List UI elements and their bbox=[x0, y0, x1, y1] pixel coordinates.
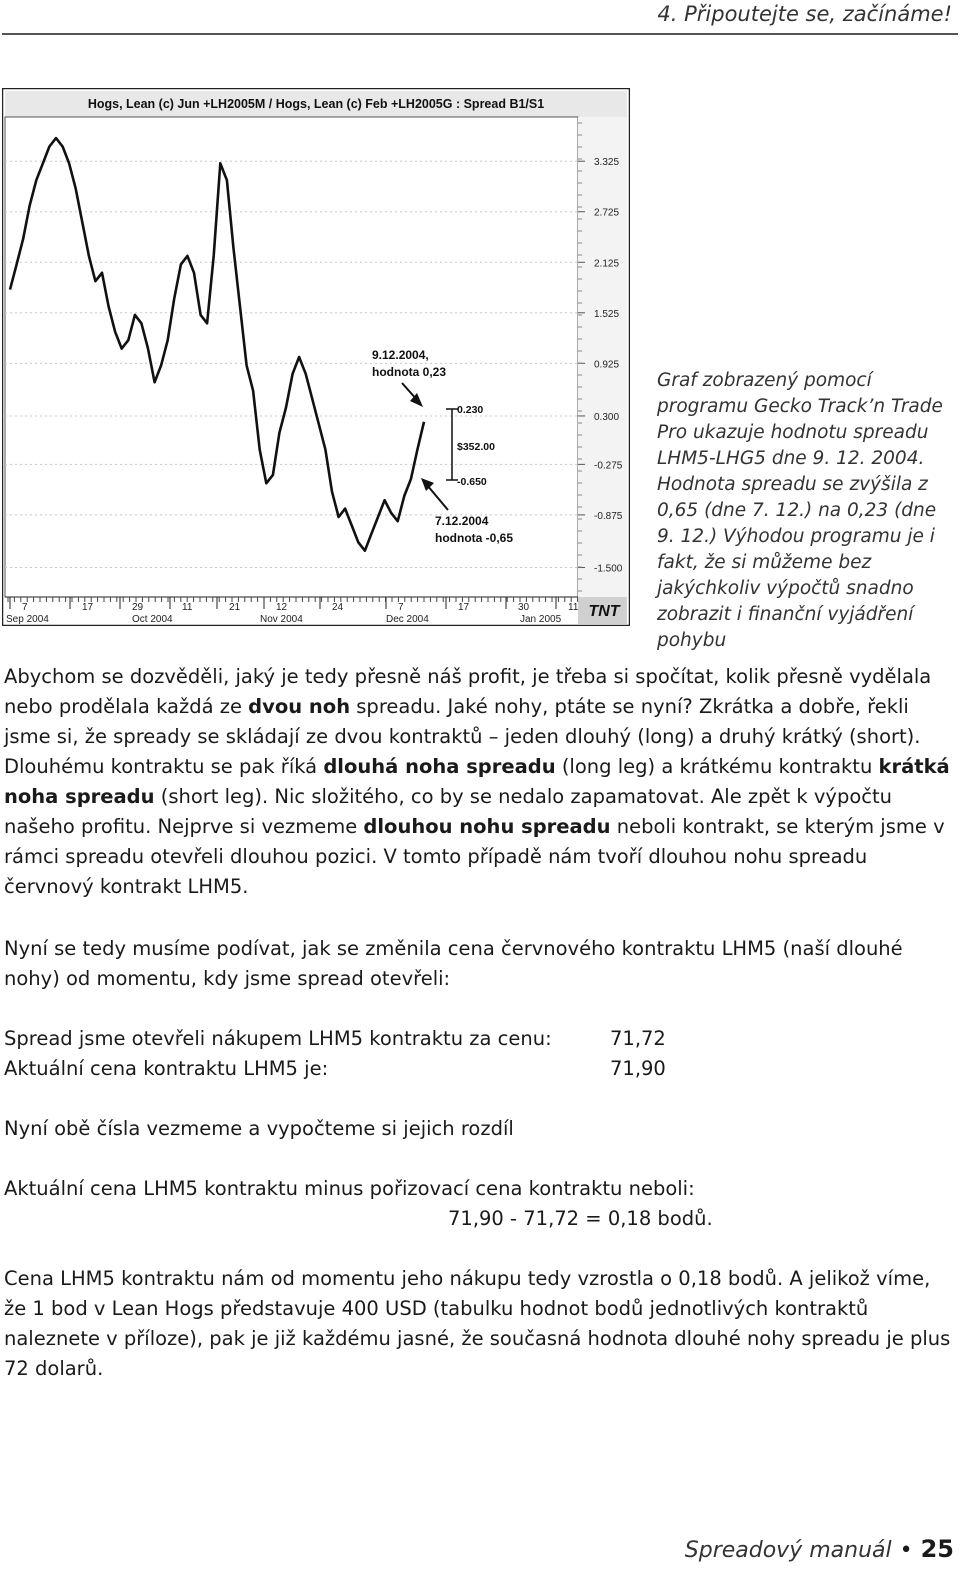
x-month-label: Dec 2004 bbox=[386, 614, 429, 625]
x-day-label: 12 bbox=[276, 602, 288, 613]
spread-chart bbox=[2, 88, 630, 626]
paragraph-legs: Abychom se dozvěděli, jaký je tedy přesně náš profit, je třeba si spočítat, kolik přesně vydělala nebo prodělala každá ze dvou noh spreadu. Jaké nohy, ptáte se nyní? Zkrátka a dobře, řekli jsme si, že spready se skládají ze dvou kontraktů – jeden dlouhý (long) a druhý krátký (short). Dlouhému kontraktu se pak říká dlouhá noha spreadu (long leg) a krátkému kontraktu krátká noha spreadu (short leg). Nic složitého, co by se nedalo zapamatovat. Ale zpět k výpočtu našeho profitu. Nejprve si vezmeme dlouhou nohu spreadu neboli kontrakt, se kterým jsme v rámci spreadu otevřeli dlouhou pozici. V tomto případě nám tvoří dlouhou nohu spreadu červnový kontrakt LHM5. bbox=[4, 665, 950, 898]
paragraph-conclusion: Cena LHM5 kontraktu nám od momentu jeho nákupu tedy vzrostla o 0,18 bodů. A jelikož víme, že 1 bod v Lean Hogs představuje 400 USD (tabulku hodnot bodů jednotlivých kontraktů naleznete v příloze), pak je již každému jasné, že současná hodnota dlouhé nohy spreadu je plus 72 dolarů. bbox=[4, 1267, 951, 1380]
x-month-label: Nov 2004 bbox=[260, 614, 303, 625]
y-tick-label: 2.125 bbox=[594, 258, 620, 270]
calc-value: 71,90 bbox=[610, 1057, 666, 1080]
y-tick-label: 0.925 bbox=[594, 359, 620, 371]
x-day-label: 11 bbox=[182, 602, 193, 613]
book-title: Spreadový manuál bbox=[684, 1538, 892, 1563]
y-tick-label: -1.500 bbox=[594, 563, 623, 575]
x-month-label: Oct 2004 bbox=[132, 614, 173, 625]
tnt-logo: TNT bbox=[588, 603, 620, 620]
x-day-label: 21 bbox=[229, 602, 241, 613]
x-month-label: Jan 2005 bbox=[520, 614, 562, 625]
bracket-bottom-label: -0.650 bbox=[457, 476, 487, 488]
chart-caption: Graf zobrazený pomocí programu Gecko Track’n Trade Pro ukazuje hodnotu spreadu LHM5-LHG5 dne 9. 12. 2004. Hodnota spreadu se zvýšila z 0,65 (dne 7. 12.) na 0,23 (dne 9. 12.) Výhodou programu je i fakt, že si můžeme bez jakýchkoliv výpočtů snadno zobrazit i finanční vyjádření pohybu bbox=[657, 370, 943, 651]
x-day-label: 24 bbox=[332, 602, 344, 613]
formula-result: 71,90 - 71,72 = 0,18 bodů. bbox=[448, 1207, 713, 1230]
calc-row-open-price bbox=[4, 1024, 666, 1054]
annotation-value-low: hodnota -0,65 bbox=[435, 531, 514, 545]
page-number: 25 bbox=[920, 1535, 954, 1563]
y-tick-label: -0.875 bbox=[594, 510, 623, 522]
term-dvou-noh: dvou noh bbox=[248, 695, 351, 718]
y-tick-label: 2.725 bbox=[594, 207, 620, 219]
x-day-label: 29 bbox=[132, 602, 144, 613]
x-day-label: 11 bbox=[568, 602, 579, 613]
header-rule bbox=[2, 33, 958, 35]
calc-row-current-price bbox=[4, 1054, 666, 1084]
x-day-label: 30 bbox=[518, 602, 530, 613]
paragraph-price-change: Nyní se tedy musíme podívat, jak se změnila cena červnového kontraktu LHM5 (naší dlouhé nohy) od momentu, kdy jsme spread otevřeli: bbox=[4, 937, 903, 990]
bullet-icon: • bbox=[899, 1538, 913, 1563]
chart-title: Hogs, Lean (c) Jun +LH2005M / Hogs, Lean (c) Feb +LH2005G : Spread B1/S1 bbox=[87, 97, 545, 111]
x-day-label: 7 bbox=[398, 602, 404, 613]
bracket-middle-label: $352.00 bbox=[457, 441, 495, 453]
chapter-header: 4. Připoutejte se, začínáme! bbox=[657, 2, 952, 26]
term-dlouha-noha: dlouhá noha spreadu bbox=[323, 755, 556, 778]
calc-label: Aktuální cena kontraktu LHM5 je: bbox=[4, 1057, 329, 1080]
x-month-label: Sep 2004 bbox=[6, 614, 49, 625]
x-day-label: 7 bbox=[22, 602, 28, 613]
x-day-label: 17 bbox=[82, 602, 94, 613]
y-tick-label: 0.300 bbox=[594, 411, 620, 423]
calc-value: 71,72 bbox=[610, 1027, 666, 1050]
annotation-date-high: 9.12.2004, bbox=[372, 348, 429, 362]
calc-label: Spread jsme otevřeli nákupem LHM5 kontraktu za cenu: bbox=[4, 1027, 552, 1050]
annotation-value-high: hodnota 0,23 bbox=[372, 365, 447, 379]
y-tick-label: -0.275 bbox=[594, 460, 623, 472]
bracket-top-label: 0.230 bbox=[457, 404, 484, 416]
paragraph-difference: Nyní obě čísla vezmeme a vypočteme si jejich rozdíl bbox=[4, 1117, 514, 1140]
term-kratka-noha: krátká noha spreadu bbox=[4, 755, 950, 808]
page-footer bbox=[685, 1535, 954, 1563]
y-tick-label: 1.525 bbox=[594, 308, 620, 320]
term-dlouhou-nohu: dlouhou nohu spreadu bbox=[363, 815, 611, 838]
annotation-date-low: 7.12.2004 bbox=[435, 514, 489, 528]
paragraph-formula-intro: Aktuální cena LHM5 kontraktu minus pořizovací cena kontraktu neboli: bbox=[4, 1177, 695, 1200]
y-tick-label: 3.325 bbox=[594, 157, 620, 169]
x-day-label: 17 bbox=[458, 602, 470, 613]
